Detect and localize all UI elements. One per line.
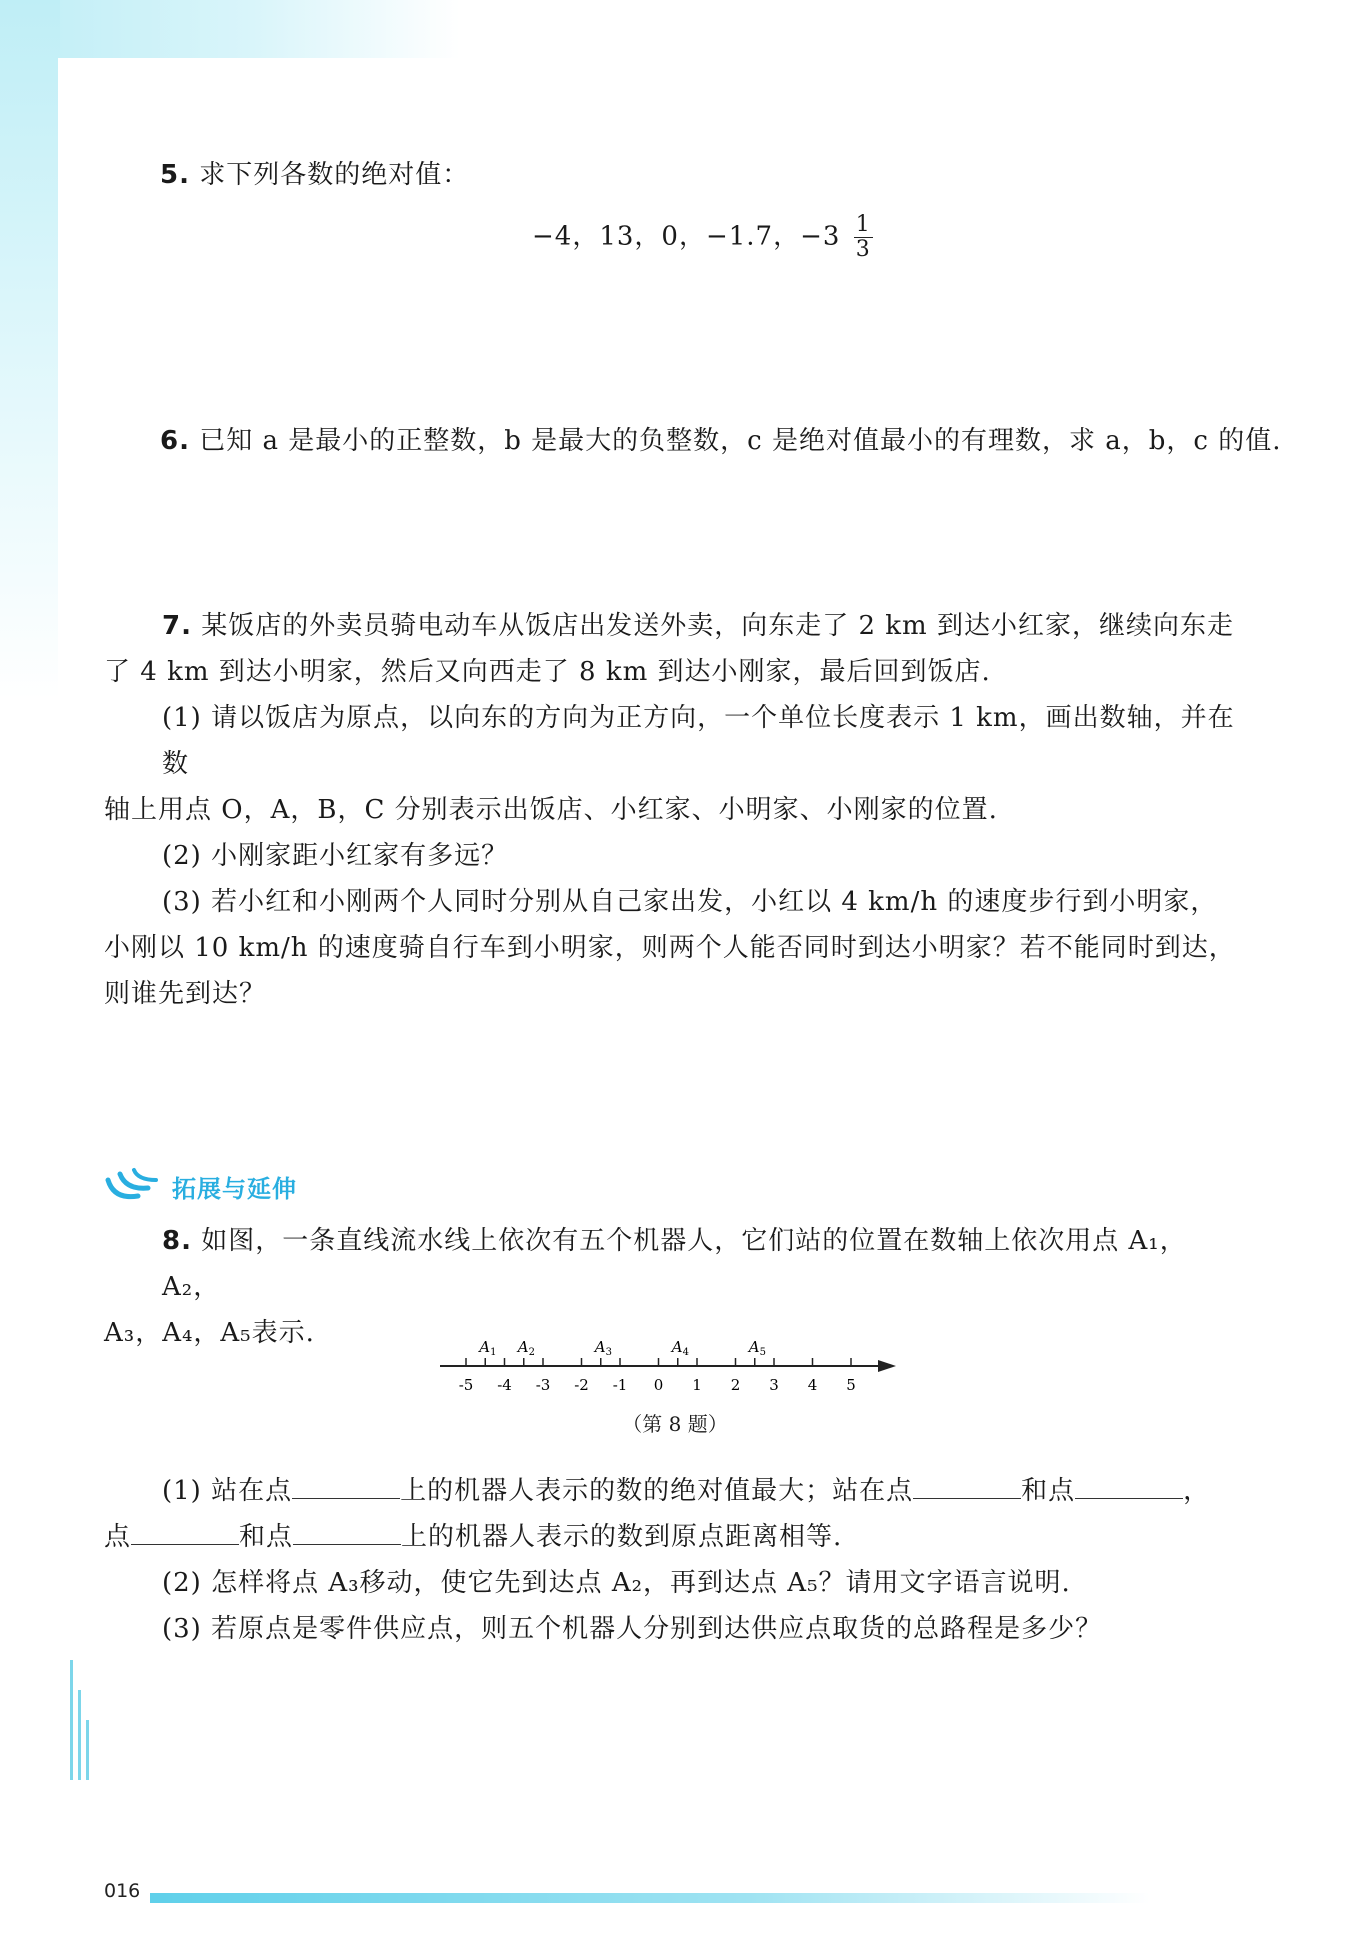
question-8-line-2: A₃，A₄，A₅表示. (104, 1318, 315, 1348)
question-8-line-1 (104, 1218, 1244, 1310)
question-5-number: 5. (160, 160, 190, 190)
page-number: 016 (104, 1880, 141, 1902)
page-corner-decoration (0, 0, 460, 60)
question-7-part-3c: 则谁先到达？ (104, 979, 267, 1009)
answer-blank-5[interactable] (293, 1516, 401, 1545)
point-label: $A_2$ (517, 1338, 535, 1358)
question-7-part-3a: (3) 若小红和小刚两个人同时分别从自己家出发，小红以 4 km/h 的速度步行到小明家， (162, 887, 1218, 917)
question-7-line-1 (104, 603, 1244, 649)
tick-label: -2 (574, 1376, 589, 1394)
question-6-number: 6. (160, 426, 190, 456)
tick-label: -3 (535, 1376, 551, 1394)
tick-label: 4 (807, 1376, 818, 1394)
question-5 (160, 152, 469, 198)
answer-blank-1[interactable] (292, 1470, 400, 1499)
fraction-denominator: 3 (855, 237, 871, 262)
section-header (104, 1164, 297, 1208)
answer-blank-3[interactable] (1075, 1470, 1183, 1499)
question-8-text-1: 如图，一条直线流水线上依次有五个机器人，它们站的位置在数轴上依次用点 A₁，A₂， (162, 1226, 1187, 1302)
answer-blank-2[interactable] (913, 1470, 1021, 1499)
answer-blank-4[interactable] (131, 1516, 239, 1545)
page-side-decoration (0, 0, 60, 700)
part-1-text-a: (1) 站在点 (162, 1476, 293, 1506)
number-line-figure (430, 1320, 910, 1400)
question-8-parts (104, 1468, 1244, 1652)
tick-label: 0 (653, 1376, 664, 1394)
question-5-value-list: −4，13，0，−1.7，−3 (532, 221, 841, 252)
point-label: $A_4$ (671, 1338, 689, 1358)
question-8-part-2: (2) 怎样将点 A₃移动，使它先到达点 A₂，再到达点 A₅？请用文字语言说明. (162, 1568, 1071, 1598)
part-1-text-g: 上的机器人表示的数到原点距离相等. (401, 1522, 843, 1552)
question-7-part-1b: 轴上用点 O，A，B，C 分别表示出饭店、小红家、小明家、小刚家的位置. (104, 795, 998, 825)
question-7-line-2: 了 4 km 到达小明家，然后又向西走了 8 km 到达小刚家，最后回到饭店. (104, 657, 991, 687)
question-8-number: 8. (162, 1226, 192, 1256)
tick-label: 2 (730, 1376, 741, 1394)
tick-label: -4 (497, 1376, 512, 1394)
tick-label: 1 (692, 1376, 702, 1394)
question-7-text-1: 某饭店的外卖员骑电动车从饭店出发送外卖，向东走了 2 km 到达小红家，继续向东走 (201, 611, 1234, 641)
point-label: $A_3$ (594, 1338, 612, 1358)
tick-label: 5 (846, 1376, 856, 1394)
number-line-arrow (878, 1360, 896, 1372)
part-1-text-b: 上的机器人表示的数的绝对值最大；站在点 (400, 1476, 914, 1506)
question-5-text: 求下列各数的绝对值： (199, 160, 470, 190)
part-1-text-d: ， (1183, 1476, 1211, 1506)
question-6 (160, 418, 1282, 464)
question-5-values (532, 213, 873, 262)
question-7-part-2: (2) 小刚家距小红家有多远？ (162, 841, 509, 871)
wave-logo-icon (104, 1166, 160, 1206)
point-label: $A_5$ (748, 1338, 766, 1358)
section-title: 拓展与延伸 (172, 1174, 297, 1203)
figure-caption: （第 8 题） (622, 1412, 728, 1436)
question-7-part-3b: 小刚以 10 km/h 的速度骑自行车到小明家，则两个人能否同时到达小明家？若不能同时到达， (104, 933, 1236, 963)
fraction-numerator: 1 (855, 212, 871, 237)
part-1-text-f: 和点 (239, 1522, 294, 1552)
footer-bar (150, 1893, 1150, 1903)
tick-label: 3 (769, 1376, 779, 1394)
tick-label: -1 (612, 1376, 628, 1394)
question-8-part-1b (104, 1514, 1244, 1560)
question-7 (104, 603, 1244, 1017)
part-1-text-e: 点 (104, 1522, 132, 1552)
question-6-text: 已知 a 是最小的正整数，b 是最大的负整数，c 是绝对值最小的有理数，求 a，b，c 的值. (199, 426, 1282, 456)
point-label: $A_1$ (479, 1338, 497, 1358)
question-7-number: 7. (162, 611, 192, 641)
fraction-one-third (854, 213, 873, 262)
question-8-part-1a (104, 1468, 1244, 1514)
question-8-part-3: (3) 若原点是零件供应点，则五个机器人分别到达供应点取货的总路程是多少？ (162, 1614, 1103, 1644)
question-7-part-1a: (1) 请以饭店为原点，以向东的方向为正方向，一个单位长度表示 1 km，画出数轴，并在数 (162, 703, 1235, 779)
part-1-text-c: 和点 (1021, 1476, 1076, 1506)
tick-label: -5 (458, 1376, 474, 1394)
